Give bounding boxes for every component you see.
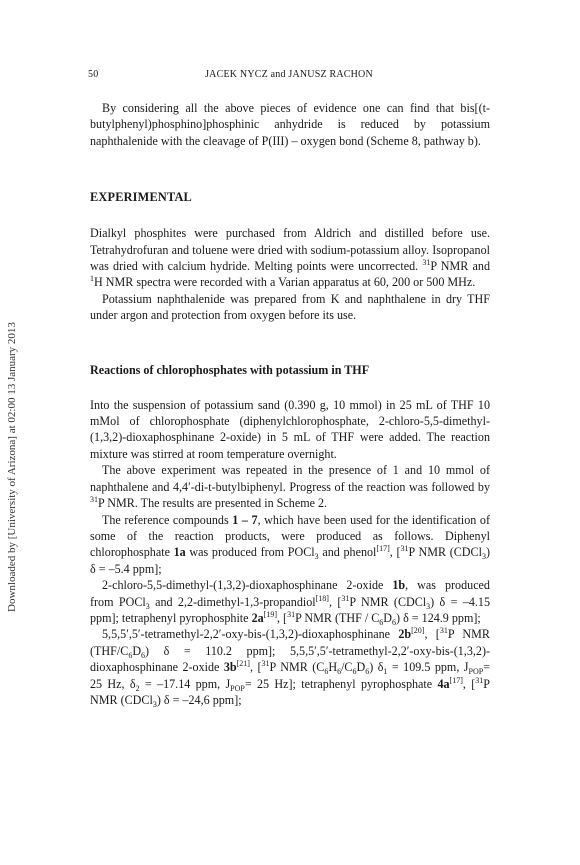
reference-compounds-paragraph: The reference compounds 1 – 7, which have been used for the identification of some of the reaction products, were produced as follows. Diphenyl chlorophosphate 1a was produced from POCl$_3$ and phenol[17], [$^{31}$P NMR (CDCl$_3$) δ = –5.4 ppm]; [90, 512, 490, 576]
materials-paragraph: Dialkyl phosphites were purchased from Aldrich and distilled before use. Tetrahydrofuran and toluene were dried with sodium-potassium alloy. Isopropanol was dried with calcium hydride. Melting points were uncorrected. $^{31}$P NMR and $^1$H NMR spectra were recorded with a Varian apparatus at 60, 200 or 500 MHz. [90, 226, 490, 290]
naphthalenide-paragraph: Potassium naphthalenide was prepared from K and naphthalene in dry THF under argon and protection from oxygen before its use. [90, 291, 490, 323]
running-head: JACEK NYCZ and JANUSZ RACHON [205, 69, 373, 80]
compound-2b-paragraph: 5,5,5′,5′-tetramethyl-2,2′-oxy-bis-(1,3,2)-dioxaphosphinane 2b[20], [$^{31}$P NMR $(THF/C_6D_6) \delta = 110.2$ ppm]; 5,5,5′,5′-tetramethyl-2,2′-oxy-bis-(1,3,2)-dioxaphosphinane 2-oxide 3b[21], [$^{31}$P NMR $(C_6H_6/C_6D_6) \delta_1 = 109.5$ ppm, $J_{POP}= 25$ Hz, $\delta_2 = -17.14$ ppm, $J_{POP}= 25$ Hz]; tetraphenyl pyrophosphate 4a[17], [$^{31}$P NMR (CDCl$_3$) δ = –24,6 ppm]; [90, 626, 491, 709]
intro-paragraph: By considering all the above pieces of evidence one can find that bis[(t-butylphenyl)phosphino]phosphinic anhydride is reduced by potassium naphthalenide with the cleavage of P(III) – oxygen bond (Scheme 8, pathway b). [90, 101, 490, 148]
repeat-experiment-paragraph: The above experiment was repeated in the presence of 1 and 10 mmol of naphthalene and 4,4′-di-t-butylbiphenyl. Progress of the reaction was followed by $^{31}$P NMR. The results are presented in Scheme 2. [90, 463, 490, 511]
page-number: 50 [88, 69, 99, 80]
compound-1b-paragraph: 2-chloro-5,5-dimethyl-(1,3,2)-dioxaphosphinane 2-oxide 1b, was produced from POCl$_3$ and 2,2-dimethyl-1,3-propandiol[18], [$^{31}$P NMR (CDCl$_3$) δ = –4.15 ppm]; tetraphenyl pyrophosphite 2a[19], [$^{31}$P NMR $(THF / C_6D_6)$ δ = 124.9 ppm]; [90, 578, 490, 627]
experimental-heading: EXPERIMENTAL [90, 190, 192, 205]
reactions-heading: Reactions of chlorophosphates with potassium in THF [90, 362, 370, 377]
running-header [88, 69, 490, 83]
page-body [90, 100, 490, 708]
procedure-paragraph: Into the suspension of potassium sand (0.390 g, 10 mmol) in 25 mL of THF 10 mMol of chlorophosphate (diphenylchlorophosphate, 2-chloro-5,5-dimethyl-(1,3,2)-dioxaphosphinane 2-oxide) in 5 mL of THF were added. The reaction mixture was stirred at room temperature overnight. [90, 397, 490, 461]
download-watermark: Downloaded by [University of Arizona] at 02:00 13 January 2013 [6, 322, 18, 612]
